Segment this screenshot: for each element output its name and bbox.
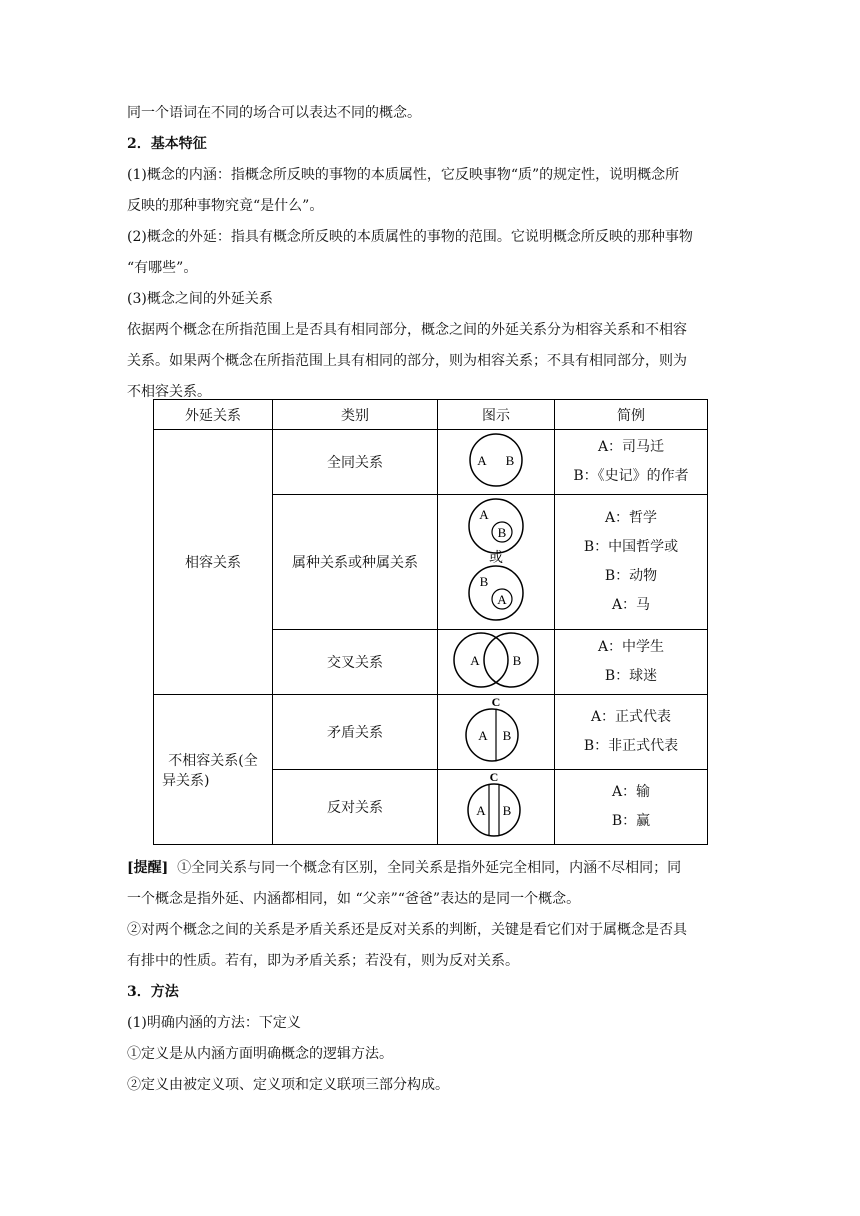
p1-line2: 反映的那种事物究竟“是什么”。: [127, 198, 324, 214]
example-line: A：正式代表: [590, 709, 672, 725]
category-cell: 矛盾关系: [273, 695, 438, 770]
label-a: A: [477, 453, 487, 468]
opposition-diagram: [438, 770, 554, 840]
genus-diagram: [438, 495, 554, 625]
header-extension: 外延关系: [154, 400, 273, 430]
body-text-top: [127, 98, 737, 408]
group-incompatible-line1: 不相容关系(全: [168, 752, 258, 769]
example-line: B：《史记》的作者: [573, 468, 689, 484]
header-category: 类别: [273, 400, 438, 430]
tips-line4: 有排中的性质。若有，即为矛盾关系；若没有，则为反对关系。: [127, 953, 519, 969]
label-b: B: [479, 574, 489, 589]
identity-diagram: [438, 430, 554, 490]
group-compatible: 相容关系: [154, 430, 273, 695]
tips-line2: 一个概念是指外延、内涵都相同，如 “父亲”“爸爸”表达的是同一个概念。: [127, 891, 581, 907]
example-cell: [555, 770, 708, 845]
section2-heading: 2．基本特征: [127, 136, 207, 152]
example-line: A：哲学: [604, 510, 658, 526]
example-line: A：马: [611, 597, 651, 613]
category-cell: 交叉关系: [273, 630, 438, 695]
label-b: B: [502, 728, 512, 743]
example-line: B：中国哲学或: [583, 539, 679, 555]
section3-line1: (1)明确内涵的方法：下定义: [127, 1015, 301, 1031]
example-cell: [555, 430, 708, 495]
table-row: [154, 430, 708, 495]
label-c: C: [491, 695, 501, 709]
category-cell: 反对关系: [273, 770, 438, 845]
example-line: A：司马迁: [597, 439, 665, 455]
example-cell: [555, 495, 708, 630]
label-b: B: [505, 453, 515, 468]
section3-line3: ②定义由被定义项、定义项和定义联项三部分构成。: [127, 1077, 449, 1093]
relation-table: [153, 399, 708, 845]
tips-line1: [127, 853, 737, 884]
diagram-intersect: [438, 630, 555, 695]
label-a: A: [478, 728, 488, 743]
header-diagram: 图示: [438, 400, 555, 430]
contradiction-diagram: [438, 695, 554, 765]
category-cell: 全同关系: [273, 430, 438, 495]
label-b: B: [512, 653, 522, 668]
p4-line2: 关系。如果两个概念在所指范围上具有相同的部分，则为相容关系；不具有相同部分，则为: [127, 353, 687, 369]
group-incompatible: [154, 695, 273, 845]
label-a: A: [476, 803, 486, 818]
header-example: 简例: [555, 400, 708, 430]
example-line: B：赢: [611, 813, 651, 829]
p1-line1: (1)概念的内涵：指概念所反映的事物的本质属性，它反映事物“质”的规定性，说明概念所: [127, 167, 680, 183]
table-header-row: [154, 400, 708, 430]
intersect-diagram: [438, 630, 554, 690]
example-line: B：球迷: [604, 668, 658, 684]
label-a: A: [470, 653, 480, 668]
tips-line3: ②对两个概念之间的关系是矛盾关系还是反对关系的判断，关键是看它们对于属概念是否具: [127, 922, 687, 938]
tips-block: [127, 853, 737, 1101]
example-cell: [555, 630, 708, 695]
label-a: A: [497, 592, 507, 607]
diagram-contradiction: [438, 695, 555, 770]
table-row: [154, 695, 708, 770]
example-cell: [555, 695, 708, 770]
p2-line1: (2)概念的外延：指具有概念所反映的本质属性的事物的范围。它说明概念所反映的那种事物: [127, 229, 693, 245]
example-line: A：中学生: [597, 639, 665, 655]
diagram-opposition: [438, 770, 555, 845]
category-cell: 属种关系或种属关系: [273, 495, 438, 630]
group-incompatible-line2: 异关系): [162, 772, 210, 789]
example-line: B：非正式代表: [583, 738, 679, 754]
label-b: B: [497, 525, 507, 540]
diagram-identity: [438, 430, 555, 495]
section3-line2: ①定义是从内涵方面明确概念的逻辑方法。: [127, 1046, 393, 1062]
example-line: B：动物: [604, 568, 658, 584]
or-text: 或: [489, 551, 503, 566]
p4-line3: 不相容关系。: [127, 384, 211, 400]
label-b: B: [502, 803, 512, 818]
section3-heading: 3．方法: [127, 984, 179, 1000]
p4-line1: 依据两个概念在所指范围上是否具有相同部分，概念之间的外延关系分为相容关系和不相容: [127, 322, 687, 338]
p3-line: (3)概念之间的外延关系: [127, 291, 273, 307]
diagram-genus: [438, 495, 555, 630]
tips-text1: ①全同关系与同一个概念有区别，全同关系是指外延完全相同，内涵不尽相同；同: [168, 860, 682, 876]
example-line: A：输: [611, 784, 651, 800]
p2-line2: “有哪些”。: [127, 260, 198, 276]
tips-label: [提醒]: [127, 860, 169, 876]
label-a: A: [479, 507, 489, 522]
intro-line: 同一个语词在不同的场合可以表达不同的概念。: [127, 105, 421, 121]
label-c: C: [489, 770, 499, 784]
